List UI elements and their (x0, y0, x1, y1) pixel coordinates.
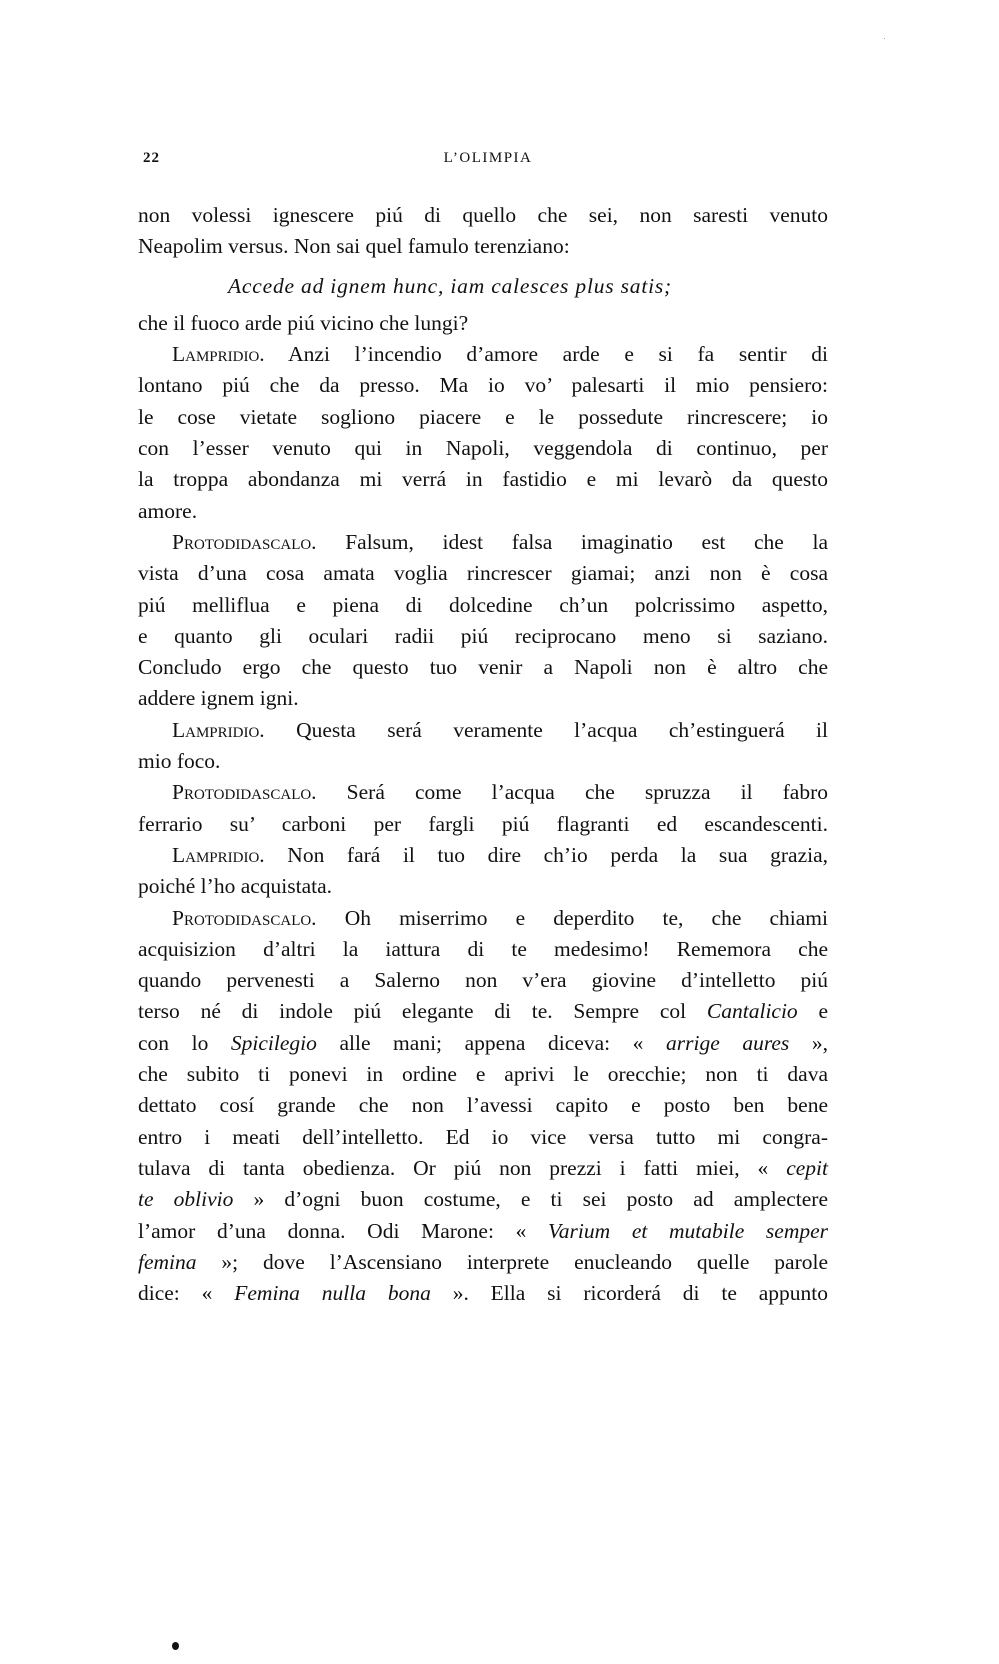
text-run: », (789, 1030, 828, 1055)
text-line (138, 1028, 828, 1059)
text-run: con lo (138, 1030, 231, 1055)
text-line: amore. (138, 498, 198, 523)
text-line: lontano piú che da presso. Ma io vo’ palesarti il mio pensiero: (138, 373, 828, 398)
text-line: la troppa abondanza mi verrá in fastidio e mi levarò da questo (138, 467, 828, 492)
italic-quote: cepit (786, 1155, 828, 1180)
italic-title: Spicilegio (230, 1030, 317, 1055)
speaker-name: Protodidascalo. (172, 905, 317, 930)
text-line: Neapolim versus. Non sai quel famulo terenziano: (138, 234, 570, 259)
text-line (138, 996, 828, 1027)
text-line: che subito ti ponevi in ordine e aprivi le orecchie; non ti dava (138, 1062, 828, 1087)
speaker-name: Protodidascalo. (172, 780, 317, 805)
text-run: ». Ella si ricorderá di te appunto (430, 1281, 828, 1306)
speech-line (138, 903, 828, 934)
text-line: che il fuoco arde piú vicino che lungi? (138, 310, 469, 335)
italic-quote: arrige aures (666, 1030, 790, 1055)
italic-quote: Femina nulla bona (234, 1281, 431, 1306)
text-line: addere ignem igni. (138, 686, 299, 711)
italic-quote: te oblivio (138, 1187, 234, 1212)
speech-text: Oh miserrimo e deperdito te, che chiami (344, 905, 828, 930)
text-line (138, 1216, 828, 1247)
text-line (138, 1247, 828, 1278)
body-text (138, 200, 828, 1309)
text-line: mio foco. (138, 749, 221, 774)
text-line (138, 1184, 828, 1215)
text-line: entro i meati dell’intelletto. Ed io vice versa tutto mi congra- (138, 1124, 828, 1149)
text-line: Concludo ergo che questo tuo venir a Napoli non è altro che (138, 655, 828, 680)
speech-line (138, 777, 828, 808)
text-line: ferrario su’ carboni per fargli piú flagranti ed escandescenti. (138, 811, 828, 836)
page-header (143, 150, 833, 174)
italic-quote: femina (138, 1249, 197, 1274)
speech-text: Questa será veramente l’acqua ch’estinguerá il (296, 717, 829, 742)
speech-text: Non fará il tuo dire ch’io perda la sua grazia, (287, 842, 828, 867)
text-run: »; dove l’Ascensiano interprete enucleando quelle parole (196, 1249, 828, 1274)
text-run: terso né di indole piú elegante di te. Sempre col (138, 999, 707, 1024)
text-run: tulava di tanta obedienza. Or piú non prezzi i fatti miei, « (138, 1155, 787, 1180)
text-run: » d’ogni buon costume, e ti sei posto ad amplectere (233, 1187, 828, 1212)
text-line: e quanto gli oculari radii piú reciprocano meno si saziano. (138, 623, 828, 648)
speaker-name: Lampridio. (172, 842, 265, 867)
italic-quote: Varium et mutabile semper (548, 1218, 829, 1243)
text-run: dice: « (138, 1281, 235, 1306)
page-number: 22 (143, 150, 160, 166)
running-title: L’OLIMPIA (443, 150, 533, 166)
ink-speck (172, 1642, 179, 1650)
speaker-name: Lampridio. (172, 717, 265, 742)
text-line: le cose vietate sogliono piacere e le possedute rincrescere; io (138, 404, 828, 429)
speaker-name: Lampridio. (172, 342, 265, 367)
text-line: dettato cosí grande che non l’avessi capito e posto ben bene (138, 1093, 828, 1118)
speech-line (138, 715, 828, 746)
text-run: l’amor d’una donna. Odi Marone: « (138, 1218, 549, 1243)
text-line: poiché l’ho acquistata. (138, 874, 333, 899)
speech-text: Anzi l’incendio d’amore arde e si fa sentir di (288, 342, 828, 367)
text-line (138, 1278, 828, 1309)
text-line (138, 1153, 828, 1184)
text-line: con l’esser venuto qui in Napoli, veggendola di continuo, per (138, 436, 828, 461)
text-run: alle mani; appena diceva: « (316, 1030, 666, 1055)
text-line: quando pervenesti a Salerno non v’era giovine d’intelletto piú (138, 968, 828, 993)
speech-line (138, 527, 828, 558)
text-line: acquisizion d’altri la iattura di te medesimo! Rememora che (138, 936, 828, 961)
text-line: vista d’una cosa amata voglia rincrescer giamai; anzi non è cosa (138, 561, 828, 586)
italic-title: Cantalicio (706, 999, 798, 1024)
speech-line (138, 840, 828, 871)
ink-speck (884, 38, 885, 39)
text-run: e (797, 999, 829, 1024)
verse-quotation: Accede ad ignem hunc, iam calesces plus satis; (228, 273, 672, 298)
text-line: non volessi ignescere piú di quello che sei, non saresti venuto (138, 203, 828, 227)
speaker-name: Protodidascalo. (172, 529, 317, 554)
speech-text: Falsum, idest falsa imaginatio est che la (345, 529, 828, 554)
speech-line (138, 339, 828, 370)
text-line: piú melliflua e piena di dolcedine ch’un polcrissimo aspetto, (138, 592, 828, 617)
speech-text: Será come l’acqua che spruzza il fabro (346, 780, 829, 805)
